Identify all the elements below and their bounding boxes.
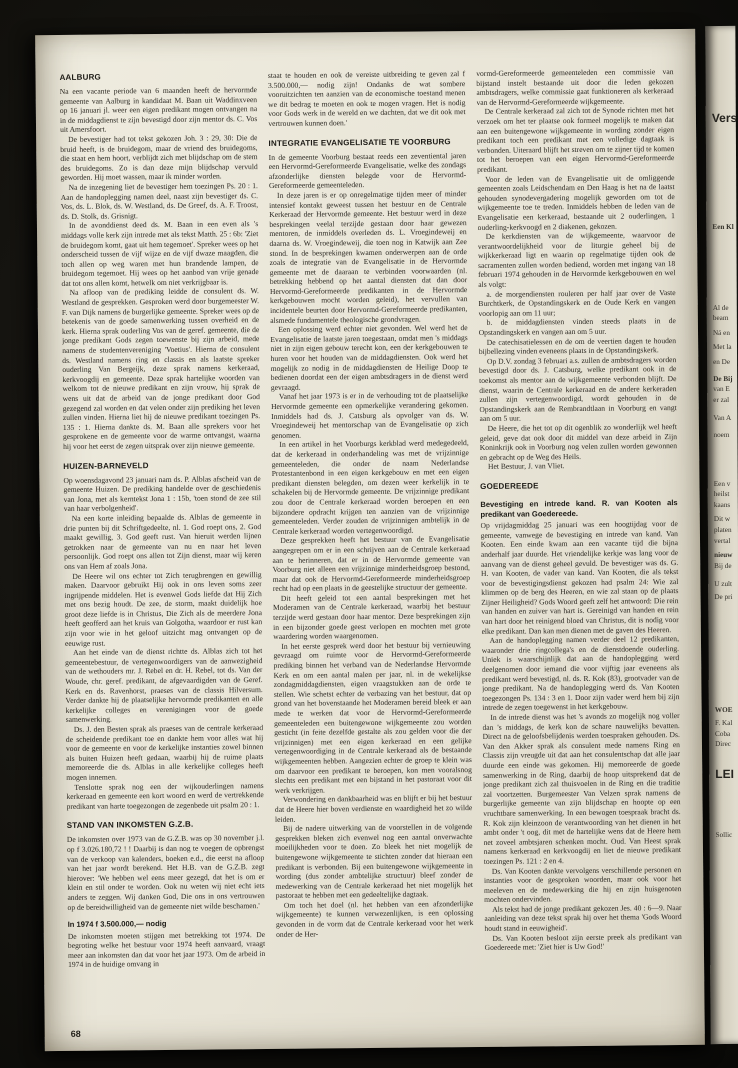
- section-heading: INTEGRATIE EVANGELISATIE TE VOORBURG: [268, 136, 451, 148]
- paragraph: Op woensdagavond 23 januari nam ds. P. Alblas afscheid van de gemeente Huizen. De prediking handelde over de geschiedenis van Jona, met als kerntekst Jona 1 : 15b, 'toen stond de zee stil van haar verbolgenheid'.: [63, 473, 261, 514]
- paragraph: Ds. J. den Besten sprak als praeses van de centrale kerkeraad de scheidende predikant toe en dankte hem voor alles wat hij voor de gemeente en voor de kerkelijke instanties zowel binnen als buiten Huizen heeft gedaan, waarbij hij de ruime plaats memoreerde die ds. Alblas in alle kerkelijke colleges heeft mogen innemen.: [65, 723, 264, 782]
- paragraph: De bevestiger had tot tekst gekozen Joh. 3 : 29, 30: Die de bruid heeft, is de bruidegom, maar de vriend des bruidegoms, die staat en hem hoort, verblijdt zich met blijdschap om de stem des bruidegoms. Zo is dan deze mijn blijdschap vervuld geworden. Hij moet wassen, maar ik minder worden.: [60, 133, 258, 183]
- edge-text-fragment: er zal: [713, 395, 730, 404]
- paragraph: Op D.V. zondag 3 februari a.s. zullen de ambtsdragers worden bevestigd door ds. J. Catsburg, welke predikant ook in de toekomst als mentor aan de wijkgemeente verbonden blijft. De dienst, waarin de Centrale kerkeraad en de andere kerkeraden zullen zijn vertegenwoordigd, wordt gehouden in de Opstandingskerk aan de Rembrandtlaan in Voorburg en vangt aan om 5 uur.: [478, 354, 677, 424]
- edge-text-fragment: Coba: [715, 729, 731, 738]
- paragraph: In de avonddienst deed ds. M. Baan in een even als 's middags volle kerk zijn intrede met als tekst Matth. 25 : 6b: 'Ziet de bruidegom komt, gaat uit hem tegemoet'. Spreker wees op het onderscheid tussen de vijf wijze en de vijf dwaze maagden, die toch allen op weg waren met hun brandende lampen, de bruidegom tegemoet. Hij wees op het aanbod van vrije genade dat tot ons allen komt, hetwelk om niet verkrijgbaar is.: [61, 219, 259, 288]
- edge-text-fragment: Van A: [713, 414, 732, 423]
- paragraph: De catechisatielessen en de om de veertien dagen te houden bijbellezing vinden eveneens plaats in de Opstandingskerk.: [478, 335, 677, 357]
- paragraph: b. de middagdiensten vinden steeds plaats in de Opstandingskerk en vangen aan om 5 uur.: [478, 316, 676, 337]
- paragraph: De Heere wil ons echter tot Zich terugbrengen en gewillig maken. Daarvoor gebruikt Hij ook in ons leven soms zeer ingrijpende middelen. Het is evenwel Gods liefde dat Hij Zich met ons bezig houdt. De zee, de storm, maakt duidelijk hoe groot deze liefde is in Christus, Die Zich als de meerdere Jona heeft geofferd aan het kruis van Golgotha, waardoor er rust kan zijn voor wie in het geloof uitzicht mag ontvangen op de eeuwige rust.: [64, 569, 263, 648]
- edge-text-fragment: LEI: [715, 766, 734, 781]
- section-heading: AALBURG: [59, 72, 101, 82]
- paragraph: a. de morgendiensten rouleren per half jaar over de Vaste Burchtkerk, de Opstandingskerk en de Oude Kerk en vangen voorlopig aan om 11 uur;: [478, 287, 676, 318]
- paragraph: Ds. Van Kooten besloot zijn eerste preek als predikant van Goedereede met: 'Ziet hier is Uw God!': [484, 931, 682, 953]
- paragraph: In deze jaren is er op onregelmatige tijden meer of minder intensief kontakt geweest tussen het bestuur en de Centrale Kerkeraad der Hervormde gemeente. Het bestuur werd in deze besprekingen veelal terzijde gestaan door haar gewezen mentoren, de inmiddels overleden ds. L. Vroegindeweij en daarna ds. W. Vroegindeweij, die toen nog in Katwijk aan Zee stond. In de besprekingen kwamen onderwerpen aan de orde zoals de integratie van de Evangelisatie in de Hervormde gemeente met de daaraan te verbinden voorwaarden (nl. betrekking hebbend op het aantal diensten dat dan door Hervormd-Gereformeerde predikanten in de Hervormde kerkgebouwen mocht worden geleid), het vervullen van incidentele beurten door Hervormd-Gereformeerde predikanten, alsmede fundamentele theologische grondvragen.: [269, 188, 468, 325]
- edge-text-fragment: Al de: [712, 303, 729, 312]
- paragraph: Een oplossing werd echter niet gevonden. Wel werd het de Evangelisatie de laatste jaren toegestaan, omdat men 's middags niet in zijn eigen gebouw terecht kon, een der kerkgebouwen te huren voor het houden van de middagdiensten. Ook werd het mogelijk zo nodig in de middagdiensten de Heilige Doop te bedienen doordat een der eigen ambtsdragers in de dienst werd gevraagd.: [270, 323, 469, 392]
- edge-text-fragment: F. Kal: [714, 719, 733, 728]
- paragraph: Deze gesprekken heeft het bestuur van de Evangelisatie aangegrepen om er in een schrijven aan de Centrale kerkeraad aan te herinneren, dat er in de Hervormde gemeente van Voorburg niet alleen een vrijzinnige minderheidsgroep bestond, maar dat ook de Hervormd-Gereformeerde minderheidsgroep recht had op een plaats in de geestelijke structuur der gemeente.: [272, 534, 471, 594]
- paragraph: Aan het einde van de dienst richtte ds. Alblas zich tot het gemeentebestuur, de vertegenwoordigers van de aanwezigheid van de wethouders mr. J. Rebel en dr. H. Rebel, tot ds. Van der Woude, chr. geref. predikant, de afgevaardigden van de Geref. Kerk en ds. Ravenhorst, praeses van de classis Hilversum. Verder dankte hij de plaatselijke hervormde predikanten en alle kerkelijke colleges en verenigingen voor de goede samenwerking.: [65, 646, 263, 725]
- section-heading: HUIZEN-BARNEVELD: [63, 460, 149, 471]
- paragraph: Voor de leden van de Evangelisatie uit de omliggende gemeenten zoals Leidschendam en Den Haag is het na de laatst gehouden synodevergadering mogelijk geworden om tot de wijkgemeente toe te treden. Inmiddels hebben de leden van de Evangelisatie een kerkeraad, bestaande uit 2 ouderlingen, 1 ouderling-kerkvoogd en 2 diakenen, gekozen.: [477, 172, 675, 232]
- magazine-page: [35, 29, 705, 1051]
- edge-text-fragment: Vers: [711, 110, 738, 126]
- adjacent-page-edge: [705, 26, 738, 1044]
- paragraph: Tenslotte sprak nog een der wijkouderlingen namens kerkeraad en gemeente een kort woord en werd de vertrekkende predikant van harte toegezongen de zegenbede uit psalm 20 : 1.: [66, 780, 264, 811]
- paragraph: In een artikel in het Voorburgs kerkblad werd medegedeeld, dat de kerkeraad in onderhandeling was met de vrijzinnige gemeenteleden, die onder de naam Nederlandse Protestantenbond in een eigen kerkgebouw en met een eigen predikant diensten belegden, om dezen weer kerkelijk in te schakelen bij de Hervormde gemeente. De vrijzinnige predikant zou door de Centrale kerkeraad worden beroepen en een bijzondere opdracht krijgen ten aanzien van de vrijzinnige gemeenteleden. Verder zouden de vrijzinnigen ambtelijk in de Centrale kerkeraad worden vertegenwoordigd.: [271, 438, 470, 536]
- edge-text-fragment: heilst: [713, 490, 730, 499]
- paragraph: Na de inzegening liet de bevestiger hem toezingen Ps. 20 : 1. Aan de handoplegging namen deel, naast zijn bevestiger ds. C. Vos, ds. L. Blok, ds. W. Westland, ds. De Greef, ds. A. F. Troost, ds. D. Stolk, ds. Grisnigt.: [60, 180, 259, 221]
- edge-text-fragment: beam: [712, 314, 729, 323]
- paragraph: In het eerste gesprek werd door het bestuur bij vernieuwing gevraagd om ruimte voor de Hervormd-Gereformeerde prediking binnen het verband van de Nederlandse Hervormde Kerk en om een aantal malen per jaar, nl. in de wekelijkse zondagmiddagdiensten, eigen vraagstukken aan de orde te stellen. Wie schetst echter de verbazing van het bestuur, dat op grond van het bovenstaande het Moderamen bereid bleek er aan mede te werken dat voor de Hervormd-Gereformeerde gemeenteleden een buitengewone wijkgemeente zou worden gesticht (in feite dezelfde gestalte als zou gelden voor die der vrijzinnigen) met een eigen kerkeraad en een gelijke vertegenwoordiging in de Centrale kerkeraad als de bestaande wijkgemeenten hebben. Aangezien echter de groep te klein was om daarvoor een predikant te beroepen, kon men vooralsnog slechts een predikant met een bijstand in het pastoraat voor dit werk verkrijgen.: [273, 639, 472, 795]
- paragraph: Als tekst had de jonge predikant gekozen Jes. 40 : 6—9. Naar aanleiding van deze tekst sprak hij over het thema 'Gods Woord houdt stand in eeuwigheid'.: [484, 902, 682, 933]
- edge-text-fragment: Sollic: [715, 830, 733, 839]
- paragraph: Na afloop van de prediking leidde de consulent ds. W. Westland de gesprekken. Gesproken werd door burgemeester W. F. van Dijk namens de burgerlijke gemeente. Spreker wees op de betekenis van de goede samenwerking tussen overheid en de kerk. Hierna sprak ouderling Vos van de geref. gemeente, die de jonge predikant Gods zegen toewenste bij zijn arbeid, mede namens de studentenvereniging 'Voetius'. Hierna de consulent ds. Westland namens ring en classis en als laatste spreker ouderling Van Bergeijk, deze sprak namens kerkeraad, kerkvoogdij en gemeente. Deze sprak hartelijke woorden van welkom tot de nieuwe predikant en zijn vrouw, hij sprak de wens uit dat de arbeid van de jonge predikant door God gezegend zal worden en dat velen onder zijn prediking het leven zullen vinden. Hierna liet hij de nieuwe predikant toezingen Ps. 135 : 1. Hierna dankte ds. M. Baan alle sprekers voor het gesprokene en de gemeente voor de warme ontvangst, waarna hij voor het eerst de zegen uitsprak over zijn nieuwe gemeente.: [61, 286, 261, 451]
- edge-text-fragment: U zult: [714, 580, 733, 589]
- edge-text-fragment: Dit w: [713, 515, 731, 524]
- paragraph: Aan de handoplegging namen verder deel 12 predikanten, waaronder drie ringcollega's en de dienstdoende ouderling. Uniek is waarschijnlijk dat aan de handoplegging werd deelgenomen door iemand die voor vijftig jaar eveneens als predikant werd bevestigd, nl. ds. R. Kok (83), grootvader van de jonge predikant. Na de handoplegging werd ds. Van Kooten toegezongen Ps. 134 : 3 en 1. Door zijn vader werd hem bij zijn intrede de zegen toegewenst in het kerkgebouw.: [481, 634, 680, 713]
- paragraph: In de intrede dienst was het 's avonds zo mogelijk nog voller dan 's middags, de kerk kon de schare nauwelijks bevatten. Direct na de geloofsbelijdenis werden toespraken gehouden. Ds. Van den Akker sprak als consulent mede namens Ring en Classis zijn vreugde uit dat aan het consulentschap dat alle jaar duurde een einde was gekomen. Hij memoreerde de goede samenwerking in de Ring, daarbij de hoop uitsprekend dat de jonge predikant zich zal thuisvoelen in de Ring en die traditie zal voortzetten. Burgemeester Van Velzen sprak namens de burgerlijke gemeente van zijn blijdschap en hoopte op een vruchtbare samenwerking. In een bewogen toespraak bracht ds. R. Kok zijn kleinzoon de verantwoording van het dienen in het ambt onder 't oog, dit met de hartelijke wens dat de Heere hem net zoveel ambtsjaren schenken mocht. Oud. Van Heest sprak namens kerkeraad en kerkvoogdij en liet de nieuwe predikant toezingen Ps. 121 : 2 en 4.: [482, 711, 682, 866]
- paragraph: De Centrale kerkeraad zal zich tot de Synode richten met het verzoek om het ter plaatse ook formeel mogelijk te maken dat aan een buitengewone wijkgemeente in wording zonder eigen predikant toch een predikant met een volledige dagtaak is verbonden. Uiteraard blijft het streven om te zijner tijd te komen tot het beroepen van een eigen Hervormd-Gereformeerde predikant.: [476, 105, 675, 174]
- edge-text-fragment: WOE: [714, 706, 733, 715]
- page-number: 68: [70, 1028, 81, 1039]
- paragraph: Bij de nadere uitwerking van de voorstellen in de volgende gesprekken bleken zich evenwel nog een aantal onverwachte moeilijkheden voor te doen. Zo bleek het niet mogelijk de buitengewone wijkgemeente te stichten zonder dat hieraan een predikant is verbonden. Bij een buitengewone wijkgemeente in wording (dus zonder ambtelijke structuur) bleef zonder de medewerking van de Centrale kerkeraad het niet mogelijk het pastoraat te hebben met een gedeeltelijke dagtaak.: [275, 822, 474, 901]
- text-column-1: [60, 71, 266, 1025]
- paragraph: Na een vacante periode van 6 maanden heeft de hervormde gemeente van Aalburg in kandidaat M. Baan uit Waddinxveen op 16 januari jl. weer een eigen predikant mogen ontvangen na in de middagdienst te zijn bevestigd door zijn mentor ds. C. Vos uit Amersfoort.: [59, 85, 258, 135]
- subheading: Bevestiging en intrede kand. R. van Kooten als predikant van Goedereede.: [480, 497, 678, 519]
- paragraph: Om toch het doel (nl. het hebben van een afzonderlijke wijkgemeente) te kunnen verwezenlijken, is een oplossing gevonden in de vorm dat de Centrale kerkeraad voor het werk onder de Her-: [275, 898, 474, 939]
- paragraph: De Heere, die het tot op dit ogenblik zo wonderlijk wel heeft geleid, geve dat ook door dit middel van deze arbeid in Zijn Koninkrijk ook in Voorburg nog velen zullen worden gewonnen en gebracht op de Weg des Heils.: [479, 422, 678, 462]
- paragraph: Op vrijdagmiddag 25 januari was een hoogtijdag voor de gemeente, vanwege de bevestiging en intrede van kand. Van Kooten. Een einde kwam aan een vacante tijd die bijna anderhalf jaar duurde. Het vriendelijke kerkje was lang voor de aanvang van de dienst geheel gevuld. De bevestiger was ds. G. H. van Kooten, de vader van kand. Van Kooten, die als tekst voor de bevestigingsdienst gekozen had psalm 24: Wie zal klimmen op de berg des Heeren, en wie zal staan op de plaats Zijner Heiligheid? Gods Woord geeft zelf het antwoord: Die rein van handen en zuiver van hart is. Gereinigd van handen en rein van hart door het reinigend bloed van Christus, dit is nodig voor elke predikant. Dan kan men dienen met de gaven des Heeren.: [480, 519, 679, 636]
- paragraph: De kerkdiensten van de wijkgemeente, waarvoor de verantwoordelijkheid voor de liturgie geheel bij de wijkkerkeraad ligt en waarin op regelmatige tijden ook de sacramenten zullen worden bediend, worden met ingang van 18 februari 1974 gehouden in de Hervormde kerkgebouwen en wel als volgt:: [477, 230, 676, 290]
- paragraph: Verwondering en dankbaarheid was en blijft er bij het bestuur dat de Heere hier boven verdienste en waardigheid het zo wilde leiden.: [274, 793, 473, 824]
- subheading: In 1974 f 3.500.000,— nodig: [67, 919, 167, 930]
- edge-text-fragment: De Bij: [713, 374, 733, 383]
- paragraph: vormd-Gereformeerde gemeenteleden een commissie van bijstand instelt bestaande uit door die leden gekozen ambtsdragers, welke commissie gaat funktioneren als kerkeraad van de Hervormd-Gereformeerde wijkgemeente.: [476, 67, 674, 107]
- edge-text-fragment: Een Kl: [712, 222, 734, 232]
- edge-text-fragment: Bij de: [714, 561, 732, 570]
- paragraph: In de gemeente Voorburg bestaat reeds een zeventiental jaren een Hervormd-Gereformeerde Evangelisatie, welke des zondags afzonderlijke diensten belegde voor de Hervormd-Gereformeerde gemeenteleden.: [268, 150, 467, 191]
- edge-text-fragment: noem: [713, 430, 730, 439]
- paragraph: Het Bestuur, J. van Vliet.: [487, 461, 565, 472]
- edge-text-fragment: De pri: [714, 592, 733, 601]
- edge-text-fragment: Een v: [713, 479, 731, 488]
- edge-text-fragment: nieuw: [714, 551, 733, 560]
- edge-text-fragment: van E: [713, 385, 730, 394]
- paragraph: De inkomsten moeten stijgen met betrekking tot 1974. De begroting welke het bestuur voor 1974 heeft aanvaard, vraagt meer aan inkomsten dan dat voor het jaar 1973. Om de arbeid in 1974 in de huidige omvang in: [67, 929, 266, 970]
- section-heading: GOEDEREEDE: [480, 481, 539, 491]
- text-column-2: [268, 69, 474, 1023]
- paragraph: Dit heeft geleid tot een aantal besprekingen met het Moderamen van de Centrale kerkeraad, waarbij het bestuur terzijde werd gestaan door haar mentor. Deze besprekingen zijn in een bijzonder goede geest verlopen en mochten met grote waardering worden waargenomen.: [272, 591, 471, 642]
- edge-text-fragment: en De: [713, 357, 731, 367]
- edge-text-fragment: platen: [713, 525, 732, 534]
- edge-text-fragment: Ná en: [712, 328, 730, 337]
- paragraph: De inkomsten over 1973 van de G.Z.B. was op 30 november j.l. op f 3.026.180,72 ! ! Daarbij is dan nog te voegen de opbrengst van de verkoop van kalenders, boeken e.d., die eerst na afloop van het jaar wordt berekend. Het H.B. van de G.Z.B. zegt hierover: 'We hebben wel eens meer gezegd, dat het is om er klein en stil onder te worden. Ook nu weten wij niet echt iets anders te zeggen. Wij danken God, Die ons in ons vertrouwen op de bereidwilligheid van de gemeente niet wilde beschamen.': [66, 833, 265, 912]
- section-heading: STAND VAN INKOMSTEN G.Z.B.: [66, 820, 194, 831]
- paragraph: Ds. Van Kooten dankte vervolgens verschillende personen en instanties voor de gesproken woorden, maar ook voor het meeleven en de medewerking die hij en zijn huisgenoten mochten ondervinden.: [483, 864, 682, 905]
- edge-text-fragment: Met la: [712, 343, 732, 352]
- paragraph: Vanaf het jaar 1973 is er in de verhouding tot de plaatselijke Hervormde gemeente een opmerkelijke verandering gekomen. Inmiddels had ds. J. Catsburg als opvolger van ds. W. Vroegindeweij het mentorschap van de Evangelisatie op zich genomen.: [270, 390, 469, 440]
- edge-text-fragment: kaans: [713, 500, 731, 509]
- edge-text-fragment: vertal: [714, 536, 731, 545]
- text-column-3: [476, 67, 682, 1021]
- paragraph: staat te houden en ook de vereiste uitbreiding te geven zal f 3.500.000,— nodig zijn! Ondanks de wat sombere vooruitzichten ten aanzien van de economische toestand menen we dit bedrag te moeten en ook te mogen vragen. Het is nodig voor Gods werk in de wereld en we dachten, dat we dit ook met vertrouwen kunnen doen.': [267, 69, 466, 128]
- text-columns: [60, 67, 683, 1025]
- paragraph: Na een korte inleiding bepaalde ds. Alblas de gemeente in drie punten bij dit Schriftgedeelte, nl. 1. God roept ons, 2. God maakt gewillig, 3. God geeft rust. Van hieruit werden lijnen getrokken naar de gemeente van nu en naar het leven persoonlijk. God roept ons allen tot Zijn dienst, maar wij keren ons van Hem af zoals Jona.: [63, 511, 262, 571]
- edge-text-fragment: Direc: [715, 740, 732, 749]
